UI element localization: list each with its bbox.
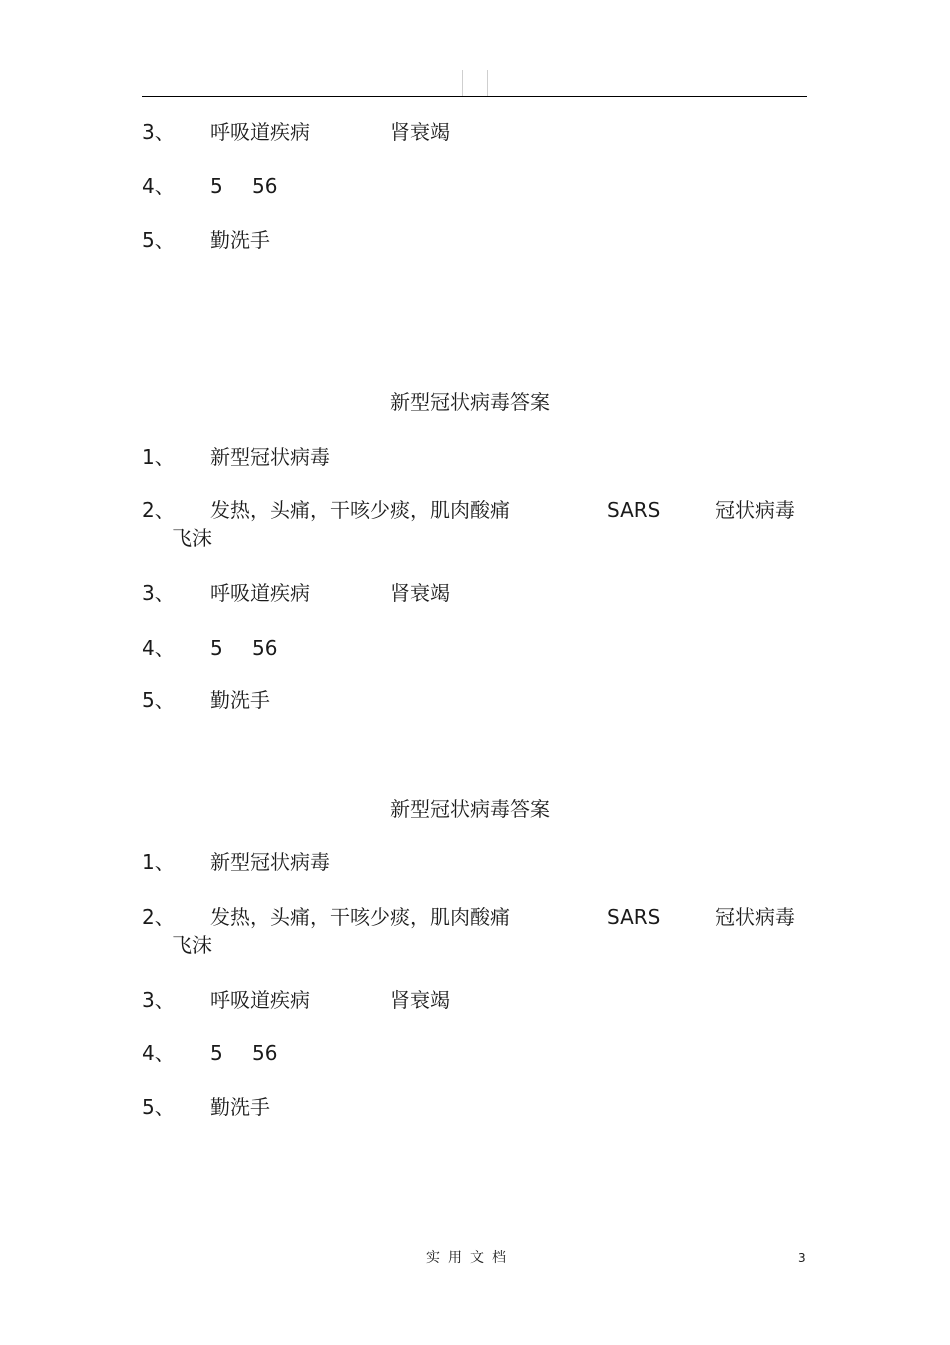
- item-number: 3、: [142, 120, 175, 144]
- item-number: 1、: [142, 445, 175, 469]
- answer-text: 新型冠状病毒: [210, 445, 330, 469]
- answer-text: 56: [252, 174, 278, 198]
- answer-text: 呼吸道疾病: [210, 120, 310, 144]
- answer-text: 肾衰竭: [390, 120, 450, 144]
- item-number: 4、: [142, 636, 175, 660]
- answer-text: 新型冠状病毒: [210, 850, 330, 874]
- answer-text: 发热，头痛，干咳少痰，肌肉酸痛: [210, 905, 510, 929]
- answer-text: 肾衰竭: [390, 581, 450, 605]
- header-mark: [462, 70, 488, 96]
- answer-text: SARS: [607, 905, 661, 929]
- item-number: 2、: [142, 498, 175, 522]
- answer-text: 勤洗手: [210, 228, 270, 252]
- item-number: 3、: [142, 988, 175, 1012]
- item-number: 5、: [142, 1095, 175, 1119]
- item-number: 2、: [142, 905, 175, 929]
- page-number: 3: [798, 1251, 806, 1265]
- answer-text: SARS: [607, 498, 661, 522]
- answer-text: 飞沫: [172, 526, 212, 550]
- answer-text: 56: [252, 1041, 278, 1065]
- item-number: 4、: [142, 174, 175, 198]
- answer-text: 5: [210, 1041, 223, 1065]
- answer-text: 勤洗手: [210, 1095, 270, 1119]
- answer-text: 呼吸道疾病: [210, 581, 310, 605]
- answer-text: 呼吸道疾病: [210, 988, 310, 1012]
- item-number: 1、: [142, 850, 175, 874]
- answer-text: 飞沫: [172, 933, 212, 957]
- answer-text: 冠状病毒: [715, 498, 795, 522]
- answer-text: 肾衰竭: [390, 988, 450, 1012]
- footer-label: 实用文档: [426, 1250, 514, 1266]
- item-number: 5、: [142, 228, 175, 252]
- answer-text: 发热，头痛，干咳少痰，肌肉酸痛: [210, 498, 510, 522]
- answer-text: 5: [210, 174, 223, 198]
- header-rule: [142, 96, 807, 97]
- answer-text: 勤洗手: [210, 688, 270, 712]
- section-title: 新型冠状病毒答案: [390, 390, 550, 414]
- item-number: 4、: [142, 1041, 175, 1065]
- item-number: 5、: [142, 688, 175, 712]
- section-title: 新型冠状病毒答案: [390, 797, 550, 821]
- answer-text: 5: [210, 636, 223, 660]
- answer-text: 56: [252, 636, 278, 660]
- answer-text: 冠状病毒: [715, 905, 795, 929]
- item-number: 3、: [142, 581, 175, 605]
